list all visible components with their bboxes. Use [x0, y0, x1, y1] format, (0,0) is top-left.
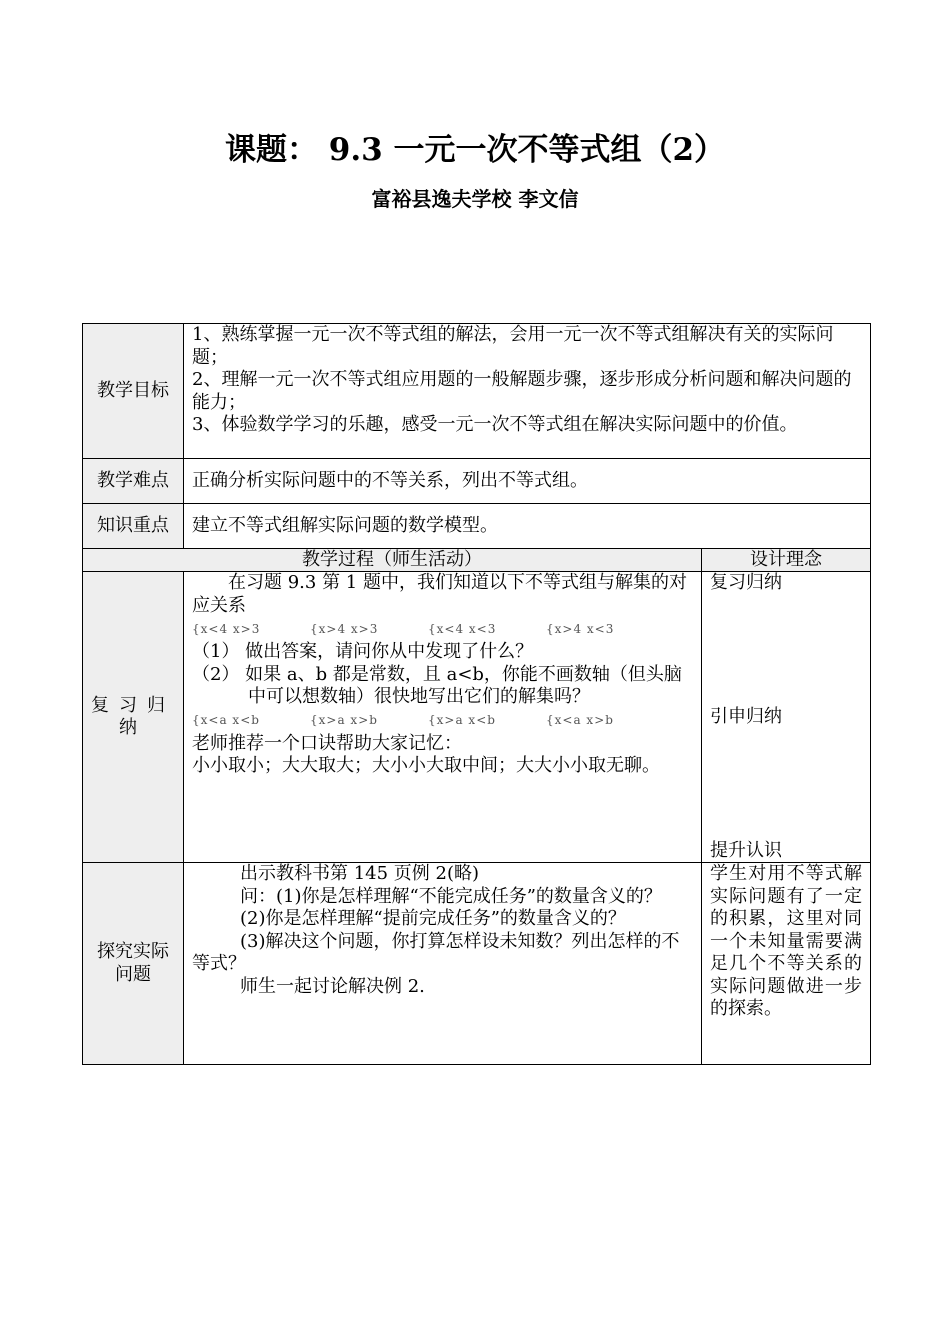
explore-line: (3)解决这个问题，你打算怎样设未知数？列出怎样的不等式？: [192, 930, 680, 974]
difficulty-text: 正确分析实际问题中的不等关系，列出不等式组。: [184, 459, 871, 504]
review-note: 复习归纳: [710, 572, 782, 593]
review-rhyme: 小小取小；大大取大；大小小大取中间；大大小小取无聊。: [192, 755, 660, 776]
explore-line: 师生一起讨论解决例 2.: [240, 975, 425, 997]
explore-note: 学生对用不等式解实际问题有了一定的积累，这里对同一个未知量需要满足几个不等关系的实际问题做进一步的探索。: [702, 863, 871, 1065]
inequality-system: {x>4 x<3: [546, 621, 615, 636]
review-notes: [702, 572, 871, 863]
objective-item: 3、体验数学学习的乐趣，感受一元一次不等式组在解决实际问题中的价值。: [192, 414, 798, 435]
process-header: 教学过程（师生活动）: [83, 549, 702, 572]
inequality-system: {x<4 x>3: [192, 621, 261, 636]
objective-item: 1、熟练掌握一元一次不等式组的解法，会用一元一次不等式组解决有关的实际问题；: [192, 324, 834, 368]
explore-line: (2)你是怎样理解“提前完成任务”的数量含义的？: [240, 908, 626, 929]
inequality-system: {x>4 x>3: [310, 621, 379, 636]
review-note: 引申归纳: [710, 706, 782, 727]
review-question-1: （1） 做出答案，请问你从中发现了什么？: [192, 641, 534, 662]
explore-content: [184, 863, 702, 1065]
review-intro: 在习题 9.3 第 1 题中，我们知道以下不等式组与解集的对应关系: [192, 572, 687, 616]
review-content: [184, 572, 702, 863]
inequality-systems-numeric: [192, 617, 693, 641]
review-tip: 老师推荐一个口诀帮助大家记忆：: [192, 732, 462, 754]
key-point-text: 建立不等式组解实际问题的数学模型。: [184, 504, 871, 549]
inequality-system: {x<4 x<3: [428, 621, 497, 636]
review-row: [83, 572, 871, 863]
review-question-2: （2） 如果 a、b 都是常数，且 a<b，你能不画数轴（但头脑中可以想数轴）很快地写出它们的解集吗？: [192, 663, 682, 707]
review-note: 提升认识: [710, 840, 782, 861]
difficulty-label: 教学难点: [83, 459, 184, 504]
inequality-systems-letter: [192, 709, 693, 733]
explore-line: 出示教科书第 145 页例 2(略): [240, 863, 480, 884]
objectives-label: 教学目标: [83, 324, 184, 459]
inequality-system: {x>a x>b: [310, 713, 378, 728]
key-point-label: 知识重点: [83, 504, 184, 549]
objectives-row: [83, 324, 871, 459]
explore-line: 问：(1)你是怎样理解“不能完成任务”的数量含义的？: [240, 885, 662, 907]
process-header-row: [83, 549, 871, 572]
explore-label: 探究实际问题: [83, 863, 184, 1065]
objectives-content: [184, 324, 871, 459]
design-header: 设计理念: [702, 549, 871, 572]
inequality-system: {x>a x<b: [428, 713, 496, 728]
objective-item: 2、理解一元一次不等式组应用题的一般解题步骤，逐步形成分析问题和解决问题的能力；: [192, 369, 852, 413]
author-line: 富裕县逸夫学校 李文信: [371, 187, 579, 211]
inequality-system: {x<a x>b: [546, 713, 614, 728]
page-title: 课题： 9.3 一元一次不等式组（2）: [224, 132, 726, 168]
lesson-plan-table: [82, 323, 871, 1065]
explore-row: [83, 863, 871, 1065]
difficulty-row: [83, 459, 871, 504]
key-point-row: [83, 504, 871, 549]
inequality-system: {x<a x<b: [192, 713, 260, 728]
review-label: 复习归纳: [83, 572, 184, 863]
